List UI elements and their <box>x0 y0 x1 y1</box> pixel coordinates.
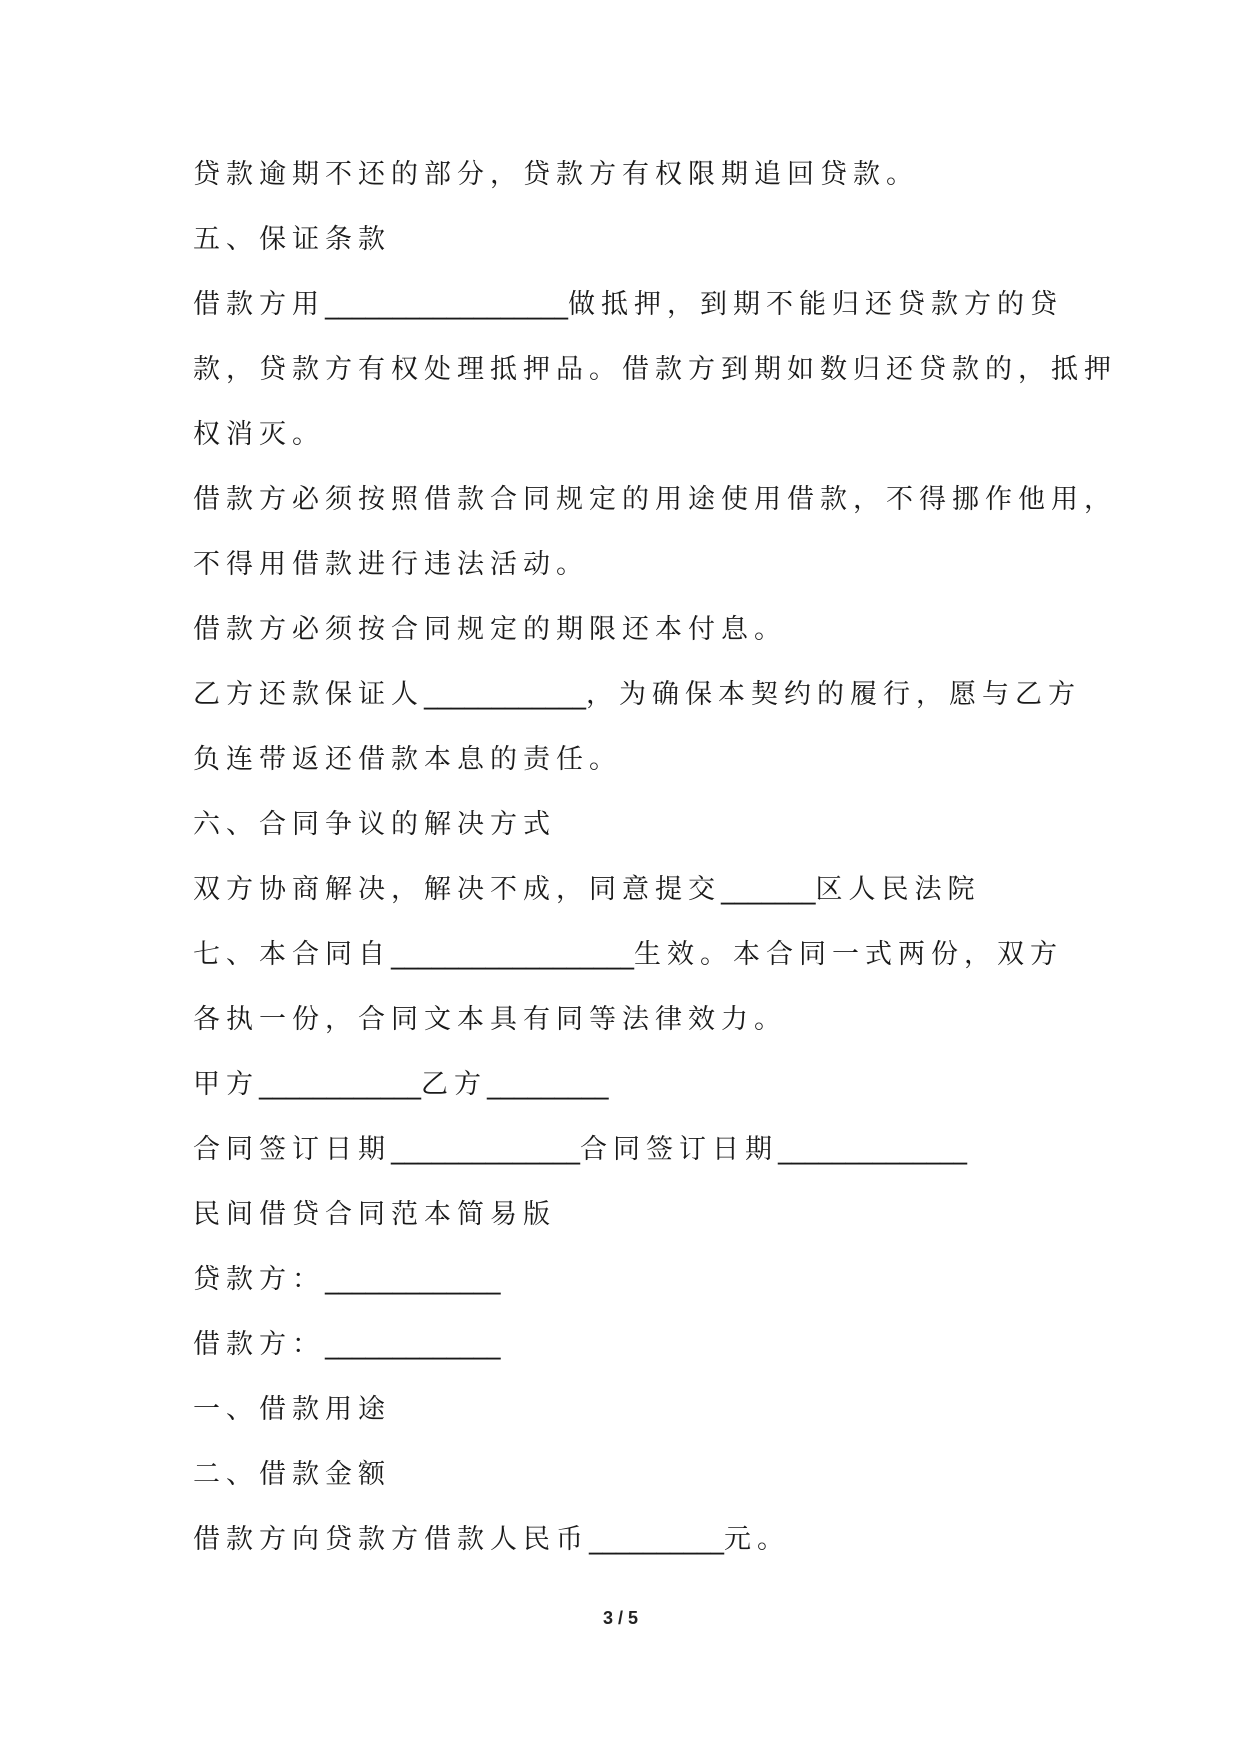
paragraph-line: 借款方必须按合同规定的期限还本付息。 <box>193 614 787 645</box>
paragraph-line: 不得用借款进行违法活动。 <box>193 549 589 580</box>
paragraph-line: 权消灭。 <box>193 419 325 450</box>
signing-date-line: 合同签订日期______________合同签订日期______________ <box>193 1134 967 1165</box>
paragraph-line: 贷款逾期不还的部分，贷款方有权限期追回贷款。 <box>193 159 919 190</box>
fill-in-blank: ____________ <box>424 679 586 710</box>
fill-in-blank: _____________ <box>325 1329 501 1360</box>
fill-in-blank: _____________ <box>325 1264 501 1295</box>
borrower-line: 借款方：_____________ <box>193 1329 501 1360</box>
fill-in-blank: ______________ <box>391 1134 580 1165</box>
paragraph-line: 借款方必须按照借款合同规定的用途使用借款，不得挪作他用， <box>193 484 1117 515</box>
section-heading-dispute: 六、合同争议的解决方式 <box>193 809 556 840</box>
fill-in-blank: __________________ <box>391 939 634 970</box>
section-heading-guarantee: 五、保证条款 <box>193 224 391 255</box>
document-subtitle: 民间借贷合同范本简易版 <box>193 1199 556 1230</box>
paragraph-line: 款，贷款方有权处理抵押品。借款方到期如数归还贷款的，抵押 <box>193 354 1117 385</box>
paragraph-line: 负连带返还借款本息的责任。 <box>193 744 622 775</box>
paragraph-line: 乙方还款保证人____________，为确保本契约的履行，愿与乙方 <box>193 679 1081 710</box>
page-number: 3 / 5 <box>602 1608 639 1628</box>
paragraph-line: 借款方向贷款方借款人民币__________元。 <box>193 1524 790 1555</box>
fill-in-blank: _______ <box>721 874 816 905</box>
signature-parties-line: 甲方____________乙方_________ <box>193 1069 609 1100</box>
document-body <box>193 159 1117 1590</box>
paragraph-line: 各执一份，合同文本具有同等法律效力。 <box>193 1004 787 1035</box>
fill-in-blank: ____________ <box>259 1069 421 1100</box>
paragraph-line: 借款方用__________________做抵押，到期不能归还贷款方的贷 <box>193 289 1063 320</box>
section-heading-purpose: 一、借款用途 <box>193 1394 391 1425</box>
lender-line: 贷款方：_____________ <box>193 1264 501 1295</box>
fill-in-blank: __________ <box>589 1524 724 1555</box>
section-heading-amount: 二、借款金额 <box>193 1459 391 1490</box>
fill-in-blank: __________________ <box>325 289 568 320</box>
fill-in-blank: ______________ <box>778 1134 967 1165</box>
section-heading-effective: 七、本合同自__________________生效。本合同一式两份，双方 <box>193 939 1063 970</box>
fill-in-blank: _________ <box>487 1069 609 1100</box>
paragraph-line: 双方协商解决，解决不成，同意提交_______区人民法院 <box>193 874 981 905</box>
